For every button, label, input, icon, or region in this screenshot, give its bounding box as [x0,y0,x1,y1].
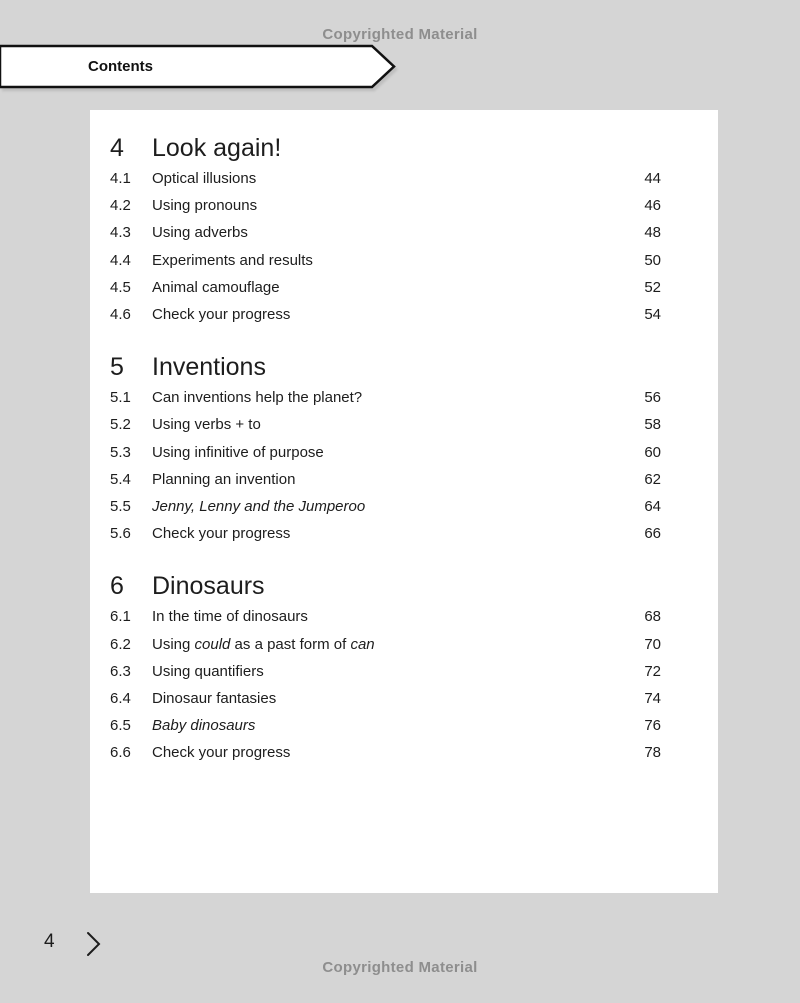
toc-entry-row [110,520,661,547]
toc-entry-page: 52 [644,278,661,296]
contents-tab-banner [0,44,400,90]
next-page-chevron-icon [82,931,104,957]
toc-section-title: Inventions [152,353,266,382]
toc-entry-title: Optical illusions [152,170,257,188]
toc-entry-number: 5.2 [110,416,131,434]
toc-entry-page: 50 [644,251,661,269]
toc-entry-title: Planning an invention [152,470,296,488]
book-page-panel [90,110,718,893]
toc-entry-number: 6.6 [110,744,131,762]
toc-entry-title: Check your progress [152,306,291,324]
toc-entry-row [110,630,661,657]
toc-section-title: Look again! [152,134,282,162]
toc-entry-number: 4.5 [110,278,131,296]
toc-entry-number: 6.4 [110,689,131,707]
toc-entry-number: 6.5 [110,717,131,735]
toc-entry-number: 5.3 [110,443,131,461]
toc-entry-number: 4.3 [110,224,131,242]
toc-entry-number: 5.1 [110,389,131,407]
toc-entry-row [110,493,661,520]
toc-entry-page: 56 [644,389,661,407]
toc-section-title: Dinosaurs [152,572,265,601]
toc-entry-title: Using infinitive of purpose [152,443,324,461]
toc-entry-page: 72 [644,662,661,680]
toc-entry-row [110,439,661,466]
toc-entry-row [110,219,661,246]
toc-entry-title: Using could as a past form of can [152,635,375,653]
toc-entry-number: 5.5 [110,497,131,515]
toc-entry-title: Jenny, Lenny and the Jumperoo [152,497,366,515]
toc [90,110,718,766]
toc-entry-title: Using adverbs [152,224,248,242]
toc-section-number: 5 [110,353,124,382]
toc-entry-row [110,466,661,493]
toc-entry-title: Check your progress [152,525,291,543]
contents-tab-label: Contents [88,57,153,75]
toc-section [110,131,661,328]
toc-entry-number: 6.3 [110,662,131,680]
toc-section-number: 6 [110,572,124,601]
toc-entry-title: Using pronouns [152,197,258,215]
toc-entry-page: 70 [644,635,661,653]
toc-entry-page: 58 [644,416,661,434]
toc-entry-page: 78 [644,744,661,762]
toc-entry-number: 4.1 [110,170,131,188]
toc-entry-number: 5.6 [110,525,131,543]
toc-section-rows [110,165,661,328]
toc-entry-page: 76 [644,717,661,735]
toc-entry-number: 6.1 [110,608,131,626]
toc-entry-title: Experiments and results [152,251,313,269]
toc-entry-page: 54 [644,306,661,324]
copyright-notice-bottom: Copyrighted Material [322,959,478,976]
toc-entry-row [110,603,661,630]
toc-entry-title: Animal camouflage [152,278,280,296]
toc-entry-page: 62 [644,470,661,488]
toc-entry-page: 48 [644,224,661,242]
toc-entry-row [110,165,661,192]
toc-entry-title: Dinosaur fantasies [152,689,277,707]
toc-entry-row [110,739,661,766]
toc-entry-page: 66 [644,525,661,543]
toc-entry-page: 44 [644,170,661,188]
toc-entry-number: 4.2 [110,197,131,215]
toc-entry-title: Can inventions help the planet? [152,389,363,407]
toc-entry-row [110,685,661,712]
toc-entry-title: In the time of dinosaurs [152,608,308,626]
toc-entry-title: Check your progress [152,744,291,762]
toc-entry-title: Baby dinosaurs [152,717,256,735]
toc-entry-number: 4.4 [110,251,131,269]
copyright-notice-top: Copyrighted Material [322,26,478,43]
toc-entry-row [110,301,661,328]
toc-entry-title: Using verbs + to [152,416,261,434]
toc-entry-row [110,658,661,685]
toc-entry-row [110,411,661,438]
toc-entry-row [110,384,661,411]
toc-entry-page: 64 [644,497,661,515]
toc-entry-title: Using quantifiers [152,662,264,680]
toc-section-heading [110,350,661,384]
toc-section [110,350,661,547]
toc-section-heading [110,569,661,603]
toc-section-rows [110,384,661,547]
toc-entry-row [110,712,661,739]
toc-entry-number: 5.4 [110,470,131,488]
toc-section-rows [110,603,661,766]
toc-section-number: 4 [110,134,124,162]
toc-entry-row [110,274,661,301]
toc-section-heading [110,131,661,165]
toc-entry-number: 4.6 [110,306,131,324]
toc-entry-row [110,192,661,219]
toc-entry-row [110,247,661,274]
toc-entry-page: 60 [644,443,661,461]
toc-entry-number: 6.2 [110,635,131,653]
toc-entry-page: 68 [644,608,661,626]
footer-page-number: 4 [44,931,55,952]
contents-tab-arrow-shape [0,44,400,90]
toc-section [110,569,661,766]
toc-entry-page: 46 [644,197,661,215]
toc-entry-page: 74 [644,689,661,707]
